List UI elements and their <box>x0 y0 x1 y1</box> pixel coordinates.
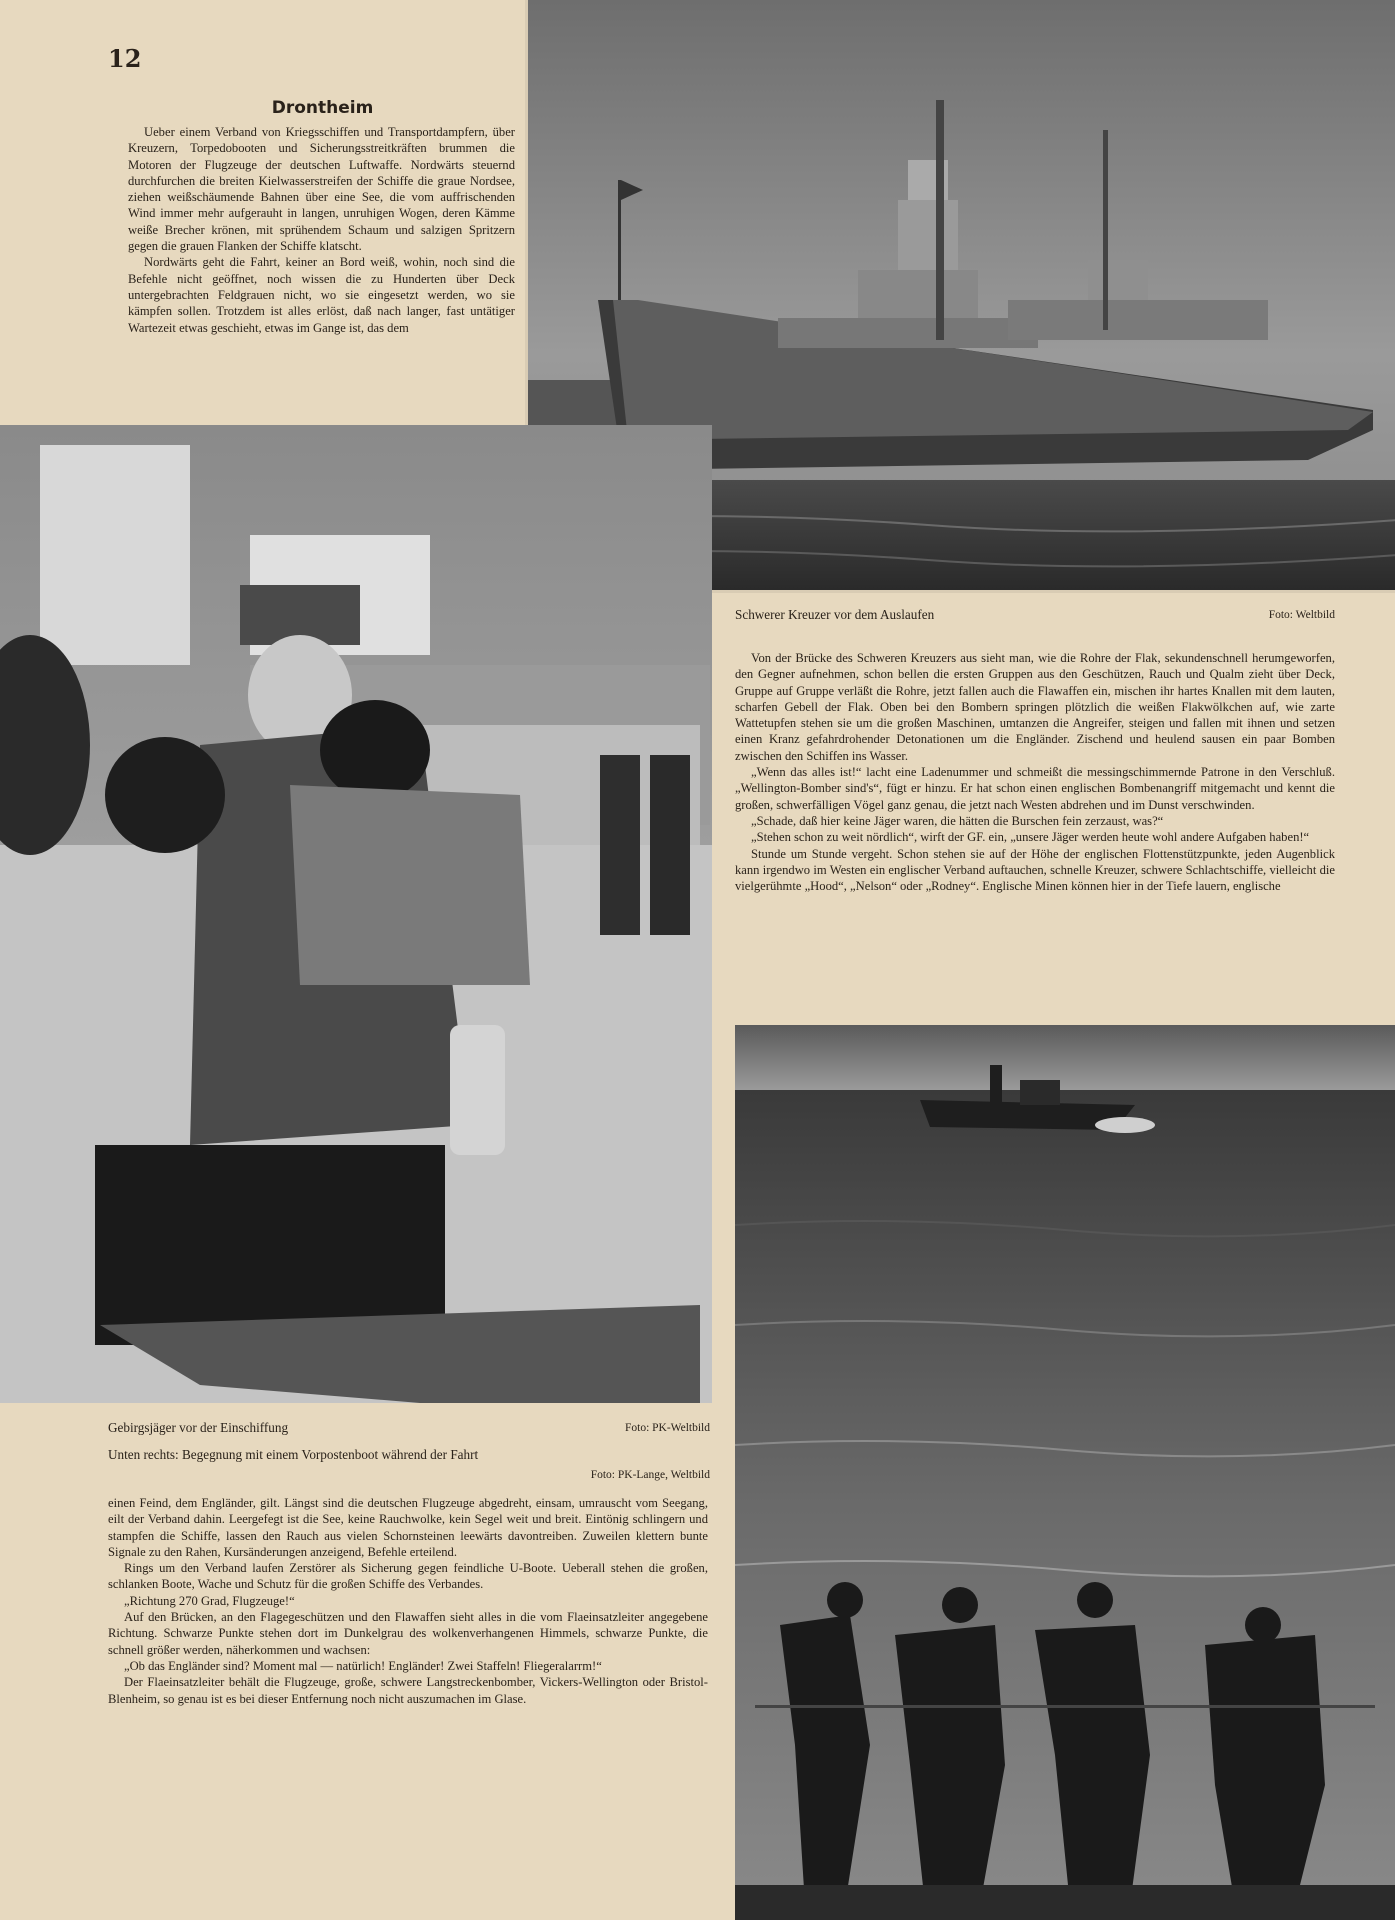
paragraph: „Wenn das alles ist!“ lacht eine Ladenummer und schmeißt die messingschimmernde Patrone in den Verschluß. „Wellington-Bomber sind's“, fügt er hinzu. Er hat schon einen englischen Bombenangriff mitgemacht und kennt die großen, schwerfälligen Vögel ganz genau, die jetzt nach Westen abdrehen und im Dunst verschwinden. <box>735 765 1335 812</box>
paragraph: „Schade, daß hier keine Jäger waren, die hätten die Burschen fein zerzaust, was?“ <box>751 813 1164 828</box>
paragraph: „Stehen schon zu weit nördlich“, wirft der GF. ein, „unsere Jäger werden heute wohl andere Aufgaben haben!“ <box>751 830 1310 845</box>
paragraph: Ueber einem Verband von Kriegsschiffen und Transportdampfern, über Kreuzern, Torpedobooten und Sicherungsstreitkräften brummen die Motoren der Flugzeuge der deutschen Luftwaffe. Nordwärts steuernd durchfurchen die breiten Kielwasserstreifen der Schiffe die graue Nordsee, ziehen weißschäumende Bahnen über eine See, die vom auffrischenden Wind immer mehr aufgerauht in langen, unruhigen Wogen, deren Kämme weiße Brecher krönen, mit sprühendem Schaum und salzigen Spritzern gegen die grauen Flanken der Schiffe klatscht. <box>128 125 515 254</box>
patrol-caption: Unten rechts: Begegnung mit einem Vorpostenboot während der Fahrt <box>108 1447 479 1462</box>
patrol-credit: Foto: PK-Lange, Weltbild <box>590 1469 710 1481</box>
article-col1-top <box>128 124 515 414</box>
cruiser-credit: Foto: Weltbild <box>1268 609 1335 621</box>
paragraph: Nordwärts geht die Fahrt, keiner an Bord weiß, wohin, noch sind die Befehle nicht geöffnet, noch wissen die zu Hunderten über Deck untergebrachten Feldgrauen nicht, wo sie eingesetzt werden, wo sie kämpfen sollen. Trotzdem ist alles erlöst, daß nach langer, fast untätiger Wartezeit etwas geschieht, etwas im Gange ist, das dem <box>128 255 515 335</box>
article-title: Drontheim <box>271 98 374 118</box>
page-number: 12 <box>108 44 142 73</box>
paragraph: „Richtung 270 Grad, Flugzeuge!“ <box>124 1593 295 1608</box>
paragraph: „Ob das Engländer sind? Moment mal — natürlich! Engländer! Zwei Staffeln! Fliegeralarrm!“ <box>124 1658 602 1673</box>
soldier-caption: Gebirgsjäger vor der Einschiffung <box>108 1420 289 1435</box>
article-col2 <box>735 650 1335 1010</box>
paragraph: Stunde um Stunde vergeht. Schon stehen sie auf der Höhe der englischen Flottenstützpunkte, jeden Augenblick kann irgendwo im Westen ein englischer Verband auftauchen, schnelle Kreuzer, schwere Schlachtschiffe, vielleicht die vielgerühmte „Hood“, „Nelson“ oder „Rodney“. Englische Minen können hier in der Tiefe lauern, englische <box>735 846 1335 894</box>
paragraph: Rings um den Verband laufen Zerstörer als Sicherung gegen feindliche U-Boote. Ueberall stehen die großen, schlanken Boote, Wache und Schutz für die großen Schiffe des Verbandes. <box>108 1561 708 1592</box>
paragraph: Auf den Brücken, an den Flagegeschützen und den Flawaffen sieht alles in die vom Flaeinsatzleiter angegebene Richtung. Schwarze Punkte stehen dort im Dunkelgrau des wolkenverhangenen Himmels, schwarze Punkte, die schnell größer werden, näherkommen und wachsen: <box>108 1610 708 1657</box>
paragraph: einen Feind, dem Engländer, gilt. Längst sind die deutschen Flugzeuge abgedreht, einsam, umrauscht vom Seegang, eilt der Verband dahin. Leergefegt ist die See, keine Rauchwolke, kein Segel weit und breit. Eintönig schlingern und stampfen die Schiffe, lassen den Rauch aus vielen Schornsteinen leewärts davontreiben. Zuweilen klettern bunte Signale zu den Rahen, Kursänderungen anzeigend, Befehle erteilend. <box>108 1496 708 1559</box>
soldier-credit: Foto: PK-Weltbild <box>624 1422 710 1434</box>
cruiser-caption: Schwerer Kreuzer vor dem Auslaufen <box>735 607 935 622</box>
patrol-boat-photo <box>735 1025 1395 1920</box>
article-col1-bottom <box>108 1495 708 1815</box>
paragraph: Von der Brücke des Schweren Kreuzers aus sieht man, wie die Rohre der Flak, sekundenschnell herumgeworfen, den Gegner aufnehmen, schon bellen die ersten Gruppen aus den Geschützen, Rauch und Qualm zieht über Deck, Gruppe auf Gruppe verläßt die Rohre, jetzt fallen auch die Flawaffen ein, mischen ihr hartes Knallen mit dem lauten, scharfen Gebell der Flak. Oben bei den Bombern springen plötzlich die weißen Flakwölkchen auf, wie zarte Wattetupfen stehen sie um die großen Maschinen, umtanzen die Angreifer, steigen und fallen mit ihnen und setzen einen Kranz gefahrdrohender Detonationen um die Engländer. Zischend und heulend sausen ein paar Bomben zwischen den Schiffen ins Wasser. <box>735 651 1335 763</box>
paragraph: Der Flaeinsatzleiter behält die Flugzeuge, große, schwere Langstreckenbomber, Vickers-Wellington oder Bristol-Blenheim, so genau ist es bei dieser Entfernung noch nicht auszumachen im Glase. <box>108 1675 708 1706</box>
soldier-photo <box>0 425 712 1403</box>
